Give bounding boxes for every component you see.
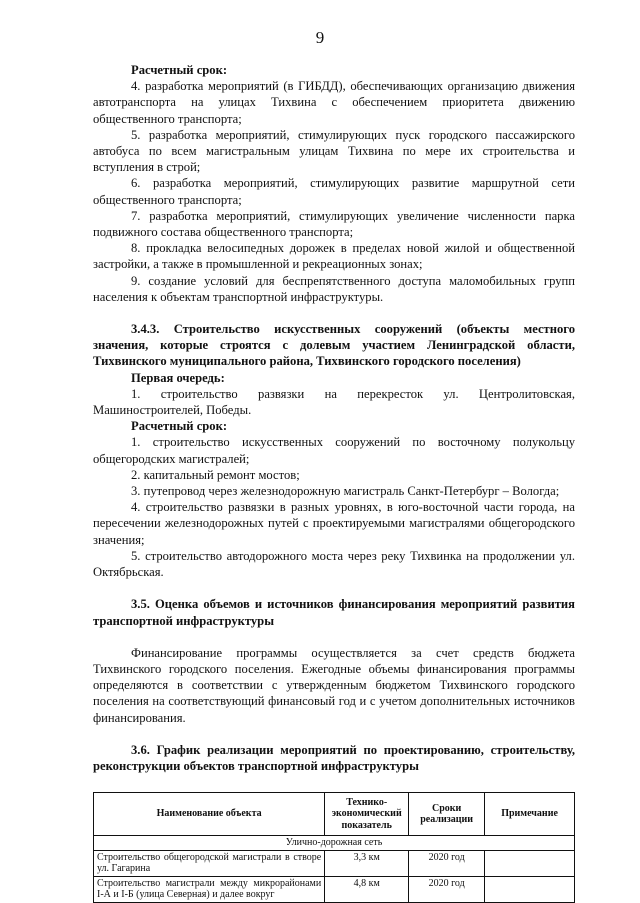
section-3-4-3-heading: 3.4.3. Строительство искусственных сооружений (объекты местного значения, которые строятся с долевым участием Ленинградской области, Тихвинского муниципального района, Тихвинского городского поселения) xyxy=(93,322,575,369)
financing-paragraph: Финансирование программы осуществляется за счет средств бюджета Тихвинского городского поселения. Ежегодные объемы финансирования программы определяются в соответствии с утвержденным бюджетом Тихвинского городского поселения на соответствующий финансовый год и с учетом дополнительных источников финансирования. xyxy=(93,645,575,725)
section-3-6-heading: 3.6. График реализации мероприятий по проектированию, строительству, реконструкции объектов транспортной инфраструктуры xyxy=(93,742,575,773)
list-item: 9. создание условий для беспрепятственного доступа маломобильных групп населения к объектам транспортной инфраструктуры. xyxy=(93,273,575,304)
page-number: 9 xyxy=(315,28,325,47)
header-object-name: Наименование объекта xyxy=(94,793,325,836)
list-item: 6. разработка мероприятий, стимулирующих развитие маршрутной сети общественного транспорта; xyxy=(93,176,575,207)
list-item: 5. разработка мероприятий, стимулирующих пуск городского пассажирского автобуса по всем магистральным улицам Тихвина по мере их строительства и вступления в строй; xyxy=(93,127,575,175)
list-item: 8. прокладка велосипедных дорожек в пределах новой жилой и общественной застройки, а также в промышленной и рекреационных зонах; xyxy=(93,241,575,272)
section-title-cell: Улично-дорожная сеть xyxy=(94,836,575,851)
object-name-cell: Строительство общегородской магистрали в створе ул. Гагарина xyxy=(94,850,325,876)
header-indicator: Технико-экономический показатель xyxy=(325,793,409,836)
table-section-row xyxy=(94,836,575,851)
note-cell xyxy=(485,876,575,902)
list-item: 5. строительство автодорожного моста через реку Тихвинка на продолжении ул. Октябрьская. xyxy=(93,548,575,580)
document-body xyxy=(93,62,575,903)
list-item: 7. разработка мероприятий, стимулирующих увеличение численности парка подвижного состава общественного транспорта; xyxy=(93,208,575,240)
indicator-cell: 4,8 км xyxy=(325,876,409,902)
note-cell xyxy=(485,850,575,876)
term-cell: 2020 год xyxy=(409,876,485,902)
term-cell: 2020 год xyxy=(409,850,485,876)
list-item: 3. путепровод через железнодорожную магистраль Санкт-Петербург – Вологда; xyxy=(131,484,560,499)
table-row xyxy=(94,876,575,902)
first-stage-subheading: Первая очередь: xyxy=(131,370,225,385)
list-item: 4. строительство развязки в разных уровнях, в юго-восточной части города, на пересечении железнодорожных путей с проектируемыми магистралями общегородского значения; xyxy=(93,500,575,547)
table-row xyxy=(94,850,575,876)
implementation-schedule-table xyxy=(93,792,575,903)
table-header-row xyxy=(94,793,575,836)
list-item: 1. строительство искусственных сооружений по восточному полукольцу общегородских магистралей; xyxy=(93,435,575,466)
indicator-cell: 3,3 км xyxy=(325,850,409,876)
section-3-5-heading: 3.5. Оценка объемов и источников финансирования мероприятий развития транспортной инфраструктуры xyxy=(93,597,575,628)
estimated-term-subheading-2: Расчетный срок: xyxy=(131,419,228,434)
object-name-cell: Строительство магистрали между микрорайонами I-А и I-Б (улица Северная) и далее вокруг xyxy=(94,876,325,902)
header-term: Сроки реализации xyxy=(409,793,485,836)
list-item: 2. капитальный ремонт мостов; xyxy=(131,467,300,482)
header-note: Примечание xyxy=(485,793,575,836)
list-item: 1. строительство развязки на перекресток ул. Центролитовская, Машиностроителей, Победы. xyxy=(93,386,575,418)
list-item: 4. разработка мероприятий (в ГИБДД), обеспечивающих организацию движения автотранспорта на улицах Тихвина с обеспечением приоритета движению общественного транспорта; xyxy=(93,79,575,126)
estimated-term-subheading: Расчетный срок: xyxy=(131,63,228,77)
